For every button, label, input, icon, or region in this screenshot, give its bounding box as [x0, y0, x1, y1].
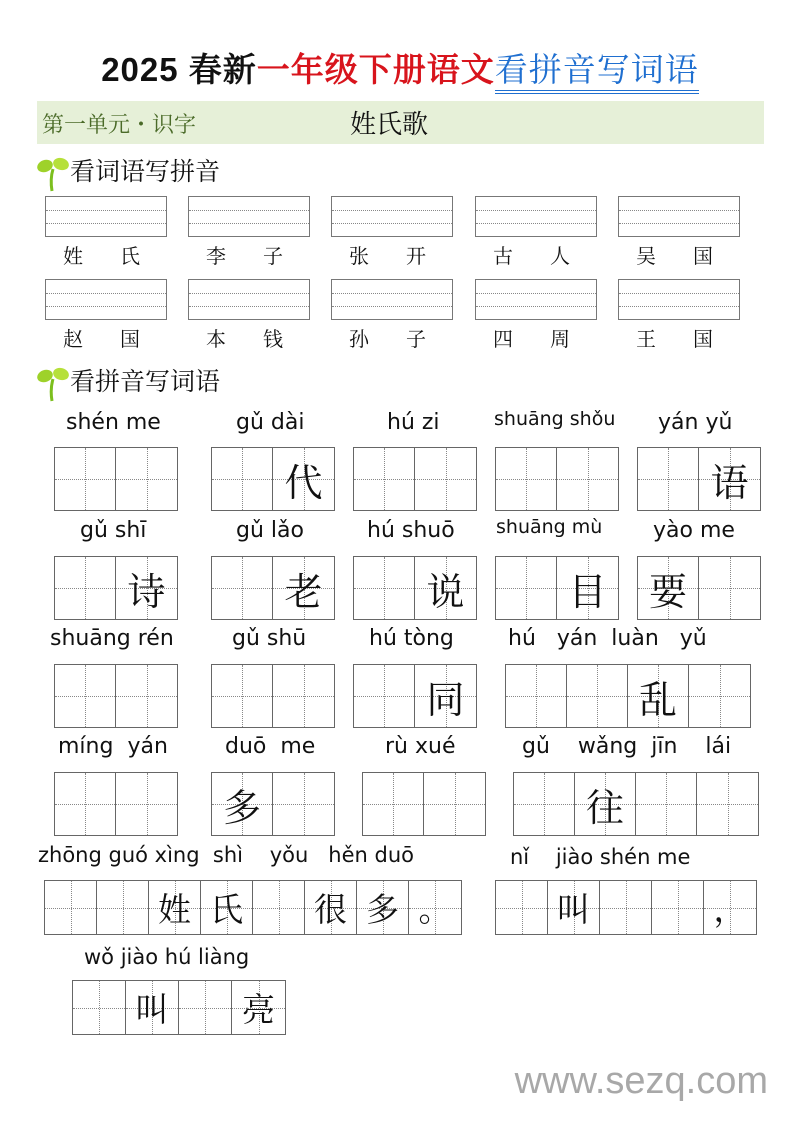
prefilled-char-cell — [575, 773, 636, 835]
pinyin-prompt: yán yǔ — [658, 410, 733, 435]
char-answer-cell[interactable] — [179, 981, 232, 1034]
word-char: 王 — [636, 327, 656, 351]
word-char: 氏 — [120, 244, 140, 268]
tianzige-grid — [54, 772, 178, 836]
prefilled-char-cell — [149, 881, 201, 934]
prefilled-char-cell — [273, 448, 334, 510]
pinyin-prompt: míng yán — [58, 734, 168, 759]
sprout-icon — [36, 155, 70, 193]
pinyin-prompt: gǔ shū — [232, 626, 307, 651]
prefilled-char-cell — [212, 773, 273, 835]
tianzige-grid — [353, 447, 477, 511]
char-answer-cell[interactable] — [55, 773, 116, 835]
tianzige-grid — [54, 556, 178, 620]
cell-char: 多 — [366, 890, 399, 929]
title-grade: 一年级下册语文 — [256, 50, 495, 89]
tianzige-grid — [54, 447, 178, 511]
word-char: 李 — [206, 244, 226, 268]
pinyin-answer-box[interactable] — [618, 279, 740, 320]
prefilled-char-cell — [548, 881, 600, 934]
char-answer-cell[interactable] — [55, 448, 116, 510]
tianzige-grid — [211, 772, 335, 836]
cell-char: 目 — [568, 569, 607, 614]
char-answer-cell[interactable] — [496, 448, 557, 510]
tianzige-grid — [495, 880, 757, 935]
cell-char: 老 — [284, 569, 323, 614]
tianzige-grid — [353, 664, 477, 728]
cell-char: 同 — [426, 677, 465, 722]
word-char: 赵 — [63, 327, 83, 351]
char-answer-cell[interactable] — [506, 665, 567, 727]
char-answer-cell[interactable] — [496, 881, 548, 934]
pinyin-prompt: gǔ wǎng jīn lái — [522, 734, 732, 759]
pinyin-answer-box[interactable] — [475, 279, 597, 320]
word-char: 子 — [263, 244, 283, 268]
prefilled-char-cell — [699, 448, 760, 510]
word-char: 钱 — [263, 327, 283, 351]
cell-char: 姓 — [158, 890, 191, 929]
section-heading-label: 看拼音写词语 — [70, 367, 221, 396]
prefilled-char-cell — [415, 557, 476, 619]
word-char: 开 — [406, 244, 426, 268]
pinyin-prompt: hú tòng — [369, 626, 454, 651]
char-answer-cell[interactable] — [697, 773, 758, 835]
tianzige-grid — [211, 447, 335, 511]
prefilled-char-cell — [232, 981, 285, 1034]
tianzige-grid — [353, 556, 477, 620]
cell-char: 氏 — [210, 890, 243, 929]
pinyin-prompt: shuāng mù — [496, 516, 603, 538]
char-answer-cell[interactable] — [567, 665, 628, 727]
prefilled-char-cell — [305, 881, 357, 934]
char-answer-cell[interactable] — [212, 448, 273, 510]
char-answer-cell[interactable] — [55, 665, 116, 727]
pinyin-prompt: wǒ jiào hú liàng — [84, 945, 250, 969]
pinyin-prompt: hú zi — [387, 410, 440, 435]
pinyin-prompt: yào me — [653, 518, 735, 543]
pinyin-answer-box[interactable] — [331, 279, 453, 320]
char-answer-cell[interactable] — [496, 557, 557, 619]
word-char: 姓 — [63, 244, 83, 268]
title-topic: 看拼音写词语 — [495, 50, 699, 94]
pinyin-answer-box[interactable] — [475, 196, 597, 237]
word-char: 人 — [550, 244, 570, 268]
pinyin-prompt: zhōng guó xìng shì yǒu hěn duō — [38, 843, 415, 867]
char-answer-cell[interactable] — [354, 665, 415, 727]
unit-label: 第一单元・识字 — [42, 113, 197, 138]
tianzige-grid — [72, 980, 286, 1035]
word-char: 本 — [206, 327, 226, 351]
lesson-title: 姓氏歌 — [350, 110, 429, 140]
char-answer-cell[interactable] — [116, 665, 177, 727]
pinyin-answer-box[interactable] — [45, 279, 167, 320]
pinyin-prompt: rù xué — [385, 734, 456, 759]
pinyin-prompt: gǔ shī — [80, 518, 147, 543]
char-answer-cell[interactable] — [354, 448, 415, 510]
word-char: 张 — [349, 244, 369, 268]
tianzige-grid — [495, 556, 619, 620]
pinyin-prompt: gǔ lǎo — [236, 518, 304, 543]
word-char: 国 — [120, 327, 140, 351]
tianzige-grid — [513, 772, 759, 836]
char-answer-cell[interactable] — [514, 773, 575, 835]
cell-char: 诗 — [127, 569, 166, 614]
char-answer-cell[interactable] — [689, 665, 750, 727]
char-answer-cell[interactable] — [699, 557, 760, 619]
char-answer-cell[interactable] — [97, 881, 149, 934]
char-answer-cell[interactable] — [55, 557, 116, 619]
cell-char: ， — [713, 890, 747, 929]
cell-char: 叫 — [557, 890, 590, 929]
prefilled-char-cell — [628, 665, 689, 727]
cell-char: 往 — [585, 785, 624, 830]
word-char: 国 — [693, 244, 713, 268]
char-answer-cell[interactable] — [73, 981, 126, 1034]
char-answer-cell[interactable] — [415, 448, 476, 510]
sprout-icon — [36, 365, 70, 403]
pinyin-prompt: gǔ dài — [236, 410, 305, 435]
cell-char: 很 — [314, 890, 347, 929]
cell-char: 要 — [648, 569, 687, 614]
pinyin-prompt: duō me — [225, 734, 316, 759]
pinyin-answer-box[interactable] — [45, 196, 167, 237]
prefilled-char-cell — [116, 557, 177, 619]
prefilled-char-cell — [357, 881, 409, 934]
watermark: www.sezq.com — [514, 1060, 768, 1102]
cell-char: 说 — [426, 569, 465, 614]
char-answer-cell[interactable] — [557, 448, 618, 510]
prefilled-char-cell — [409, 881, 461, 934]
word-char: 孙 — [349, 327, 369, 351]
cell-char: 语 — [710, 460, 749, 505]
pinyin-answer-box[interactable] — [188, 196, 310, 237]
word-char: 古 — [493, 244, 513, 268]
tianzige-grid — [44, 880, 462, 935]
pinyin-prompt: hú yán luàn yǔ — [508, 626, 707, 651]
tianzige-grid — [211, 556, 335, 620]
cell-char: 乱 — [638, 677, 677, 722]
char-answer-cell[interactable] — [45, 881, 97, 934]
pinyin-answer-box[interactable] — [331, 196, 453, 237]
word-char: 国 — [693, 327, 713, 351]
char-answer-cell[interactable] — [212, 665, 273, 727]
prefilled-char-cell — [126, 981, 179, 1034]
section-heading-write-pinyin — [36, 152, 220, 193]
tianzige-grid — [362, 772, 486, 836]
tianzige-grid — [54, 664, 178, 728]
prefilled-char-cell — [273, 557, 334, 619]
char-answer-cell[interactable] — [354, 557, 415, 619]
pinyin-prompt: shén me — [66, 410, 161, 435]
cell-char: 代 — [284, 460, 323, 505]
pinyin-answer-box[interactable] — [188, 279, 310, 320]
pinyin-answer-box[interactable] — [618, 196, 740, 237]
char-answer-cell[interactable] — [212, 557, 273, 619]
char-answer-cell[interactable] — [363, 773, 424, 835]
title-year: 2025 春新 — [101, 51, 257, 88]
char-answer-cell[interactable] — [116, 448, 177, 510]
cell-char: 亮 — [242, 990, 275, 1029]
word-char: 四 — [493, 327, 513, 351]
cell-char: 多 — [222, 785, 261, 830]
tianzige-grid — [637, 556, 761, 620]
section-heading-label: 看词语写拼音 — [70, 157, 221, 186]
tianzige-grid — [495, 447, 619, 511]
prefilled-char-cell — [557, 557, 618, 619]
char-answer-cell[interactable] — [424, 773, 485, 835]
word-char: 吴 — [636, 244, 656, 268]
prefilled-char-cell — [638, 557, 699, 619]
char-answer-cell[interactable] — [600, 881, 652, 934]
char-answer-cell[interactable] — [652, 881, 704, 934]
section-heading-write-words — [36, 362, 220, 403]
word-char: 周 — [550, 327, 570, 351]
prefilled-char-cell — [415, 665, 476, 727]
cell-char: 。 — [418, 890, 452, 929]
page-title — [0, 44, 800, 91]
prefilled-char-cell — [704, 881, 756, 934]
tianzige-grid — [505, 664, 751, 728]
char-answer-cell[interactable] — [273, 773, 334, 835]
pinyin-prompt: nǐ jiào shén me — [510, 845, 691, 869]
word-char: 子 — [406, 327, 426, 351]
char-answer-cell[interactable] — [273, 665, 334, 727]
char-answer-cell[interactable] — [253, 881, 305, 934]
cell-char: 叫 — [135, 990, 169, 1029]
pinyin-prompt: shuāng rén — [50, 626, 174, 651]
tianzige-grid — [211, 664, 335, 728]
tianzige-grid — [637, 447, 761, 511]
char-answer-cell[interactable] — [116, 773, 177, 835]
prefilled-char-cell — [201, 881, 253, 934]
char-answer-cell[interactable] — [636, 773, 697, 835]
pinyin-prompt: hú shuō — [367, 518, 455, 543]
pinyin-prompt: shuāng shǒu — [494, 408, 616, 430]
char-answer-cell[interactable] — [638, 448, 699, 510]
